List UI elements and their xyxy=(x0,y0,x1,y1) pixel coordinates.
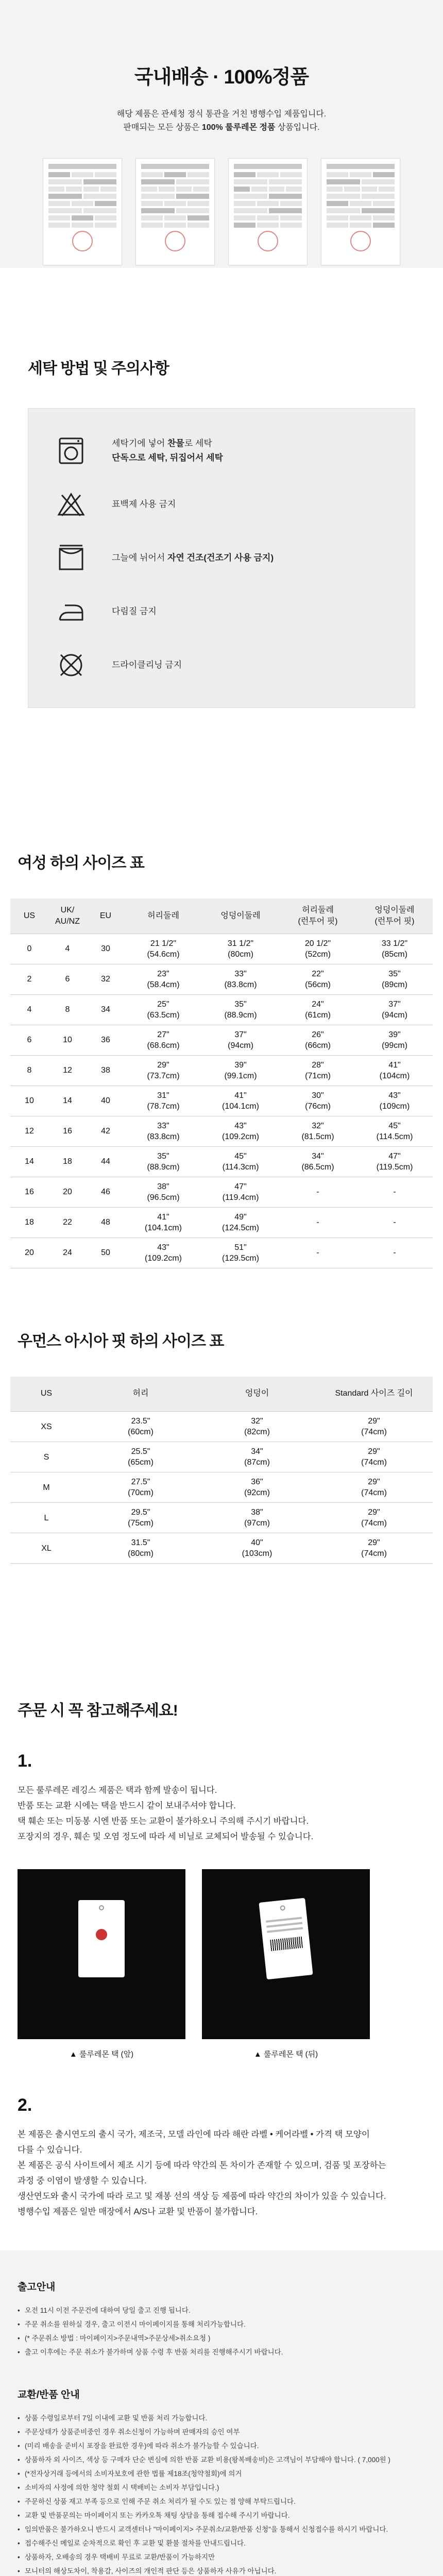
table-cell: 8 xyxy=(48,994,87,1025)
table-cell: 14 xyxy=(10,1146,48,1177)
table-cell: 37" (94cm) xyxy=(202,1025,279,1055)
iron-icon xyxy=(55,596,87,628)
table-cell: - xyxy=(356,1238,433,1268)
table-cell: - xyxy=(279,1207,356,1238)
no-dryclean-icon xyxy=(55,649,87,681)
table-cell: 16 xyxy=(10,1177,48,1207)
table-row xyxy=(10,1207,433,1238)
table-cell: - xyxy=(356,1177,433,1207)
table-cell: 25.5" (65cm) xyxy=(82,1442,199,1472)
table-header-cell: 허리둘레 xyxy=(125,899,202,934)
tag-back-image xyxy=(202,1869,370,2039)
order-notice-section xyxy=(0,1698,443,2219)
washing-item xyxy=(28,424,415,478)
table-cell: 34 xyxy=(87,994,125,1025)
washing-title: 세탁 방법 및 주의사항 xyxy=(28,360,169,377)
notice-text: 본 제품은 공식 사이트에서 제조 시기 등에 따라 약간의 톤 차이가 존재할 수 있으며, 검품 및 포장하는 xyxy=(18,2161,386,2170)
tag-back-caption: ▲ 룰루레몬 택 (뒤) xyxy=(253,2050,318,2059)
table-cell: 49" (124.5cm) xyxy=(202,1207,279,1238)
washing-text: 표백제 사용 금지 xyxy=(112,499,176,509)
table-header-cell: EU xyxy=(87,899,125,934)
table-cell: 35" (88.9cm) xyxy=(125,1146,202,1177)
notice-text: 다를 수 있습니다. xyxy=(18,2145,82,2155)
table-cell: 29.5" (75cm) xyxy=(82,1503,199,1533)
table-row xyxy=(10,1177,433,1207)
table-cell: 24" (61cm) xyxy=(279,994,356,1025)
info-list-item: • 모니터의 해상도차이, 착용감, 사이즈의 개인적 판단 등은 상품하자 사유가 아닙니다. xyxy=(18,2564,425,2576)
table-row xyxy=(10,1503,433,1533)
table-cell: 50 xyxy=(87,1238,125,1268)
table-cell: 25" (63.5cm) xyxy=(125,994,202,1025)
customs-document-image xyxy=(135,158,215,265)
table-cell: - xyxy=(356,1207,433,1238)
table-cell: 43" (109.2cm) xyxy=(125,1238,202,1268)
table-header-cell: 허리 xyxy=(82,1377,199,1412)
notice-text: 택 훼손 또는 미동봉 시엔 반품 또는 교환이 불가하오니 주의해 주시기 바랍니다. xyxy=(18,1817,309,1826)
table-cell: 24 xyxy=(48,1238,87,1268)
customs-document-image xyxy=(228,158,308,265)
table-cell: 37" (94cm) xyxy=(356,994,433,1025)
info-list-item: • 주문상태가 상품준비중인 경우 취소신청이 가능하며 판매자의 승인 여부 xyxy=(18,2425,425,2439)
washing-instructions-box xyxy=(28,408,415,708)
customs-document-image xyxy=(43,158,122,265)
washing-item xyxy=(28,478,415,531)
washing-item xyxy=(28,638,415,692)
authenticity-title: 국내배송 · 100%정품 xyxy=(134,66,309,88)
table-cell: 41" (104.1cm) xyxy=(202,1086,279,1116)
table-cell: 6 xyxy=(48,964,87,994)
notice-text: 병행수입 제품은 일반 매장에서 A/S나 교환 및 반품이 불가합니다. xyxy=(18,2207,258,2216)
table-cell: M xyxy=(10,1472,82,1503)
shipping-title: 출고안내 xyxy=(18,2282,56,2293)
table-cell: 41" (104cm) xyxy=(356,1055,433,1086)
asia-fit-size-table xyxy=(10,1377,433,1564)
info-list-item: • (* 주문취소 방법 : 마이페이지>주문내역>주문상세>취소요청 ) xyxy=(18,2331,425,2345)
table-header-cell: 허리둘레 (런투어 핏) xyxy=(279,899,356,934)
table-cell: 28" (71cm) xyxy=(279,1055,356,1086)
shipping-return-info xyxy=(0,2250,443,2576)
table-cell: - xyxy=(279,1177,356,1207)
table-cell: 20 1/2" (52cm) xyxy=(279,934,356,964)
info-list-item: • 임의반품은 불가하오니 반드시 교객센터나 "마이페이지> 주문취소/교환/반품 신청"을 통해서 신청접수를 하시기 바랍니다. xyxy=(18,2522,425,2536)
table-cell: 51" (129.5cm) xyxy=(202,1238,279,1268)
washing-section xyxy=(0,268,443,850)
notice-text: 포장지의 경우, 훼손 및 오염 정도에 따라 세 비닐로 교체되어 발송될 수 있습니다. xyxy=(18,1832,314,1841)
table-cell: 29" (73.7cm) xyxy=(125,1055,202,1086)
washing-text: 그늘에 뉘어서 자연 건조(건조기 사용 금지) xyxy=(112,553,274,563)
table-cell: 23" (58.4cm) xyxy=(125,964,202,994)
table-cell: 16 xyxy=(48,1116,87,1146)
stamp-mark xyxy=(165,231,185,251)
table-row xyxy=(10,1025,433,1055)
table-header-row xyxy=(10,1377,433,1412)
return-title: 교환/반품 안내 xyxy=(18,2389,80,2400)
notice-number-1: 1. xyxy=(18,1751,32,1771)
table-cell: 0 xyxy=(10,934,48,964)
lululemon-logo-icon xyxy=(96,1929,107,1940)
table-cell: 20 xyxy=(10,1238,48,1268)
table-cell: 26" (66cm) xyxy=(279,1025,356,1055)
table-cell: 22" (56cm) xyxy=(279,964,356,994)
table-cell: 34" (87cm) xyxy=(199,1442,315,1472)
notice-title: 주문 시 꼭 참고해주세요! xyxy=(18,1702,178,1719)
table-cell: 6 xyxy=(10,1025,48,1055)
washing-text: 드라이클리닝 금지 xyxy=(112,660,182,670)
info-list-item: • 상품하자 외 사이즈, 색상 등 구매자 단순 변심에 의한 반품 교환 비용(왕복배송비)은 고객님이 부담해야 합니다. ( 7,000원 ) xyxy=(18,2453,425,2467)
table-cell: XS xyxy=(10,1412,82,1442)
table-cell: 36" (92cm) xyxy=(199,1472,315,1503)
table-cell: 31 1/2" (80cm) xyxy=(202,934,279,964)
info-list-item: • 주문 취소를 원하실 경우, 출고 이전시 마이페이지를 통해 처리가능합니다. xyxy=(18,2317,425,2331)
tag-front-image xyxy=(18,1869,185,2039)
table-row xyxy=(10,1442,433,1472)
info-list-item: • 접수해주신 메일로 순차적으로 확인 후 교환 및 환불 절차를 안내드립니다. xyxy=(18,2536,425,2550)
table-cell: 29" (74cm) xyxy=(315,1442,433,1472)
table-header-cell: 엉덩이둘레 (런투어 핏) xyxy=(356,899,433,934)
stamp-mark xyxy=(350,231,371,251)
table-row xyxy=(10,964,433,994)
table-cell: 18 xyxy=(10,1207,48,1238)
tag-front-caption: ▲ 룰루레몬 택 (앞) xyxy=(69,2050,134,2059)
table-row xyxy=(10,934,433,964)
table-cell: 40" (103cm) xyxy=(199,1533,315,1564)
table-cell: 30 xyxy=(87,934,125,964)
notice-text: 반품 또는 교환 시에는 택을 반드시 같이 보내주셔야 합니다. xyxy=(18,1801,236,1810)
table-cell: 18 xyxy=(48,1146,87,1177)
info-list-item: • (*전자상거래 등에서의 소비자보호에 관한 법률 제18조(청약철회)에 의거 xyxy=(18,2467,425,2481)
table-row xyxy=(10,1238,433,1268)
women-bottoms-size-table xyxy=(10,899,433,1268)
table-cell: 10 xyxy=(10,1086,48,1116)
info-list-item: • 주문하신 상품 재고 부족 등으로 인해 주문 취소 처리가 될 수도 있는 점 양해 부탁드립니다. xyxy=(18,2495,425,2509)
table-cell: 33" (83.8cm) xyxy=(125,1116,202,1146)
washing-item xyxy=(28,531,415,585)
table-cell: 31" (78.7cm) xyxy=(125,1086,202,1116)
authenticity-line-2: 판매되는 모든 상품은 100% 룰루레몬 정품 상품입니다. xyxy=(123,123,320,132)
table-cell: 43" (109cm) xyxy=(356,1086,433,1116)
table-cell: 2 xyxy=(10,964,48,994)
washing-text: 세탁기에 넣어 찬물로 세탁 단독으로 세탁, 뒤집어서 세탁 xyxy=(112,438,223,463)
notice-text: 모든 룰루레몬 레깅스 제품은 택과 함께 발송이 됩니다. xyxy=(18,1786,217,1795)
notice-paragraph-2 xyxy=(18,2127,425,2219)
table-row xyxy=(10,1116,433,1146)
table-cell: 10 xyxy=(48,1025,87,1055)
table-cell: 48 xyxy=(87,1207,125,1238)
table-cell: 29" (74cm) xyxy=(315,1472,433,1503)
info-list-item: • 소비자의 사정에 의한 청약 철회 시 택배비는 소비자 부담입니다.) xyxy=(18,2481,425,2495)
table-cell: 32" (81.5cm) xyxy=(279,1116,356,1146)
table-row xyxy=(10,994,433,1025)
authenticity-section xyxy=(0,0,443,268)
table-cell: 38" (96.5cm) xyxy=(125,1177,202,1207)
notice-text: 본 제품은 출시연도의 출시 국가, 제조국, 모델 라인에 따라 해란 라벨 • 케어라벨 • 가격 택 모양이 xyxy=(18,2130,370,2139)
table-cell: 45" (114.3cm) xyxy=(202,1146,279,1177)
table-row xyxy=(10,1086,433,1116)
info-list-item: • 출고 이후에는 주문 취소가 불가하며 상품 수령 후 반품 처리를 진행해주시기 바랍니다. xyxy=(18,2345,425,2359)
table-row xyxy=(10,1533,433,1564)
table-cell: 33" (83.8cm) xyxy=(202,964,279,994)
table-cell: 44 xyxy=(87,1146,125,1177)
table-row xyxy=(10,1412,433,1442)
table-cell: 39" (99.1cm) xyxy=(202,1055,279,1086)
stamp-mark xyxy=(72,231,93,251)
shipping-list xyxy=(18,2303,425,2359)
table-cell: 38" (97cm) xyxy=(199,1503,315,1533)
table-cell: S xyxy=(10,1442,82,1472)
table-cell: 36 xyxy=(87,1025,125,1055)
table-cell: 27" (68.6cm) xyxy=(125,1025,202,1055)
tag-front xyxy=(18,1869,185,2059)
info-list-item: • 상품 수령일로부터 7일 이내에 교환 및 반품 처리 가능합니다. xyxy=(18,2411,425,2425)
size-table-title: 우먼스 아시아 핏 하의 사이즈 표 xyxy=(18,1332,224,1350)
table-cell: 45" (114.5cm) xyxy=(356,1116,433,1146)
table-cell: 4 xyxy=(48,934,87,964)
asia-fit-size-section xyxy=(0,1328,443,1564)
table-cell: 20 xyxy=(48,1177,87,1207)
size-table-title: 여성 하의 사이즈 표 xyxy=(18,855,144,872)
authenticity-line-1: 해당 제품은 관세청 정식 통관을 거친 병행수입 제품입니다. xyxy=(116,110,327,118)
notice-text: 과정 중 이염이 발생할 수 있습니다. xyxy=(18,2176,147,2185)
no-bleach-icon xyxy=(55,488,87,520)
table-header-cell: UK/ AU/NZ xyxy=(48,899,87,934)
table-cell: 32 xyxy=(87,964,125,994)
table-cell: L xyxy=(10,1503,82,1533)
tag-images xyxy=(18,1869,425,2059)
table-cell: 47" (119.5cm) xyxy=(356,1146,433,1177)
table-header-cell: US xyxy=(10,899,48,934)
table-row xyxy=(10,1055,433,1086)
table-cell: 42 xyxy=(87,1116,125,1146)
hang-dry-icon xyxy=(55,542,87,574)
table-cell: 33 1/2" (85cm) xyxy=(356,934,433,964)
table-cell: 40 xyxy=(87,1086,125,1116)
table-cell: 12 xyxy=(10,1116,48,1146)
table-header-cell: US xyxy=(10,1377,82,1412)
table-cell: 32" (82cm) xyxy=(199,1412,315,1442)
table-row xyxy=(10,1146,433,1177)
table-cell: 35" (88.9cm) xyxy=(202,994,279,1025)
table-cell: 47" (119.4cm) xyxy=(202,1177,279,1207)
table-cell: 14 xyxy=(48,1086,87,1116)
notice-paragraph-1 xyxy=(18,1783,425,1844)
table-cell: 23.5" (60cm) xyxy=(82,1412,199,1442)
table-cell: 8 xyxy=(10,1055,48,1086)
table-cell: 29" (74cm) xyxy=(315,1533,433,1564)
notice-text: 생산연도와 출시 국가에 따라 로고 및 재봉 선의 색상 등 제품에 따라 약간의 차이가 있을 수 있습니다. xyxy=(18,2192,386,2201)
washing-text: 다림질 금지 xyxy=(112,606,157,616)
stamp-mark xyxy=(258,231,278,251)
table-header-cell: Standard 사이즈 길이 xyxy=(315,1377,433,1412)
table-cell: 4 xyxy=(10,994,48,1025)
table-cell: 35" (89cm) xyxy=(356,964,433,994)
notice-number-2: 2. xyxy=(18,2095,32,2115)
table-cell: 38 xyxy=(87,1055,125,1086)
info-list-item: • 상품하자, 오배송의 경우 택배비 무료로 교환/반품이 가능하지만 xyxy=(18,2550,425,2564)
table-cell: 27.5" (70cm) xyxy=(82,1472,199,1503)
customs-documents xyxy=(0,158,443,265)
table-row xyxy=(10,1472,433,1503)
customs-document-image xyxy=(321,158,400,265)
table-cell: 46 xyxy=(87,1177,125,1207)
table-cell: 30" (76cm) xyxy=(279,1086,356,1116)
table-cell: 29" (74cm) xyxy=(315,1412,433,1442)
table-header-row xyxy=(10,899,433,934)
table-cell: XL xyxy=(10,1533,82,1564)
table-cell: 39" (99cm) xyxy=(356,1025,433,1055)
return-list xyxy=(18,2411,425,2576)
women-bottoms-size-section xyxy=(0,850,443,1268)
washing-item xyxy=(28,585,415,638)
table-cell: - xyxy=(279,1238,356,1268)
table-cell: 43" (109.2cm) xyxy=(202,1116,279,1146)
table-cell: 34" (86.5cm) xyxy=(279,1146,356,1177)
washing-machine-icon xyxy=(55,435,87,467)
tag-back xyxy=(202,1869,370,2059)
info-list-item: • 오전 11시 이전 주문건에 대하여 당일 출고 진행 됩니다. xyxy=(18,2303,425,2317)
table-header-cell: 엉덩이둘레 xyxy=(202,899,279,934)
table-cell: 29" (74cm) xyxy=(315,1503,433,1533)
table-cell: 12 xyxy=(48,1055,87,1086)
table-cell: 22 xyxy=(48,1207,87,1238)
table-cell: 21 1/2" (54.6cm) xyxy=(125,934,202,964)
table-cell: 31.5" (80cm) xyxy=(82,1533,199,1564)
info-list-item: • (미리 배송을 준비시 포장을 완료한 경우)에 따라 취소가 불가능할 수 있습니다. xyxy=(18,2439,425,2453)
info-list-item: • 교환 및 반품문의는 마이페이지 또는 카카오톡 채팅 상담을 통해 접수해 주시기 바랍니다. xyxy=(18,2509,425,2522)
table-header-cell: 엉덩이 xyxy=(199,1377,315,1412)
table-cell: 41" (104.1cm) xyxy=(125,1207,202,1238)
